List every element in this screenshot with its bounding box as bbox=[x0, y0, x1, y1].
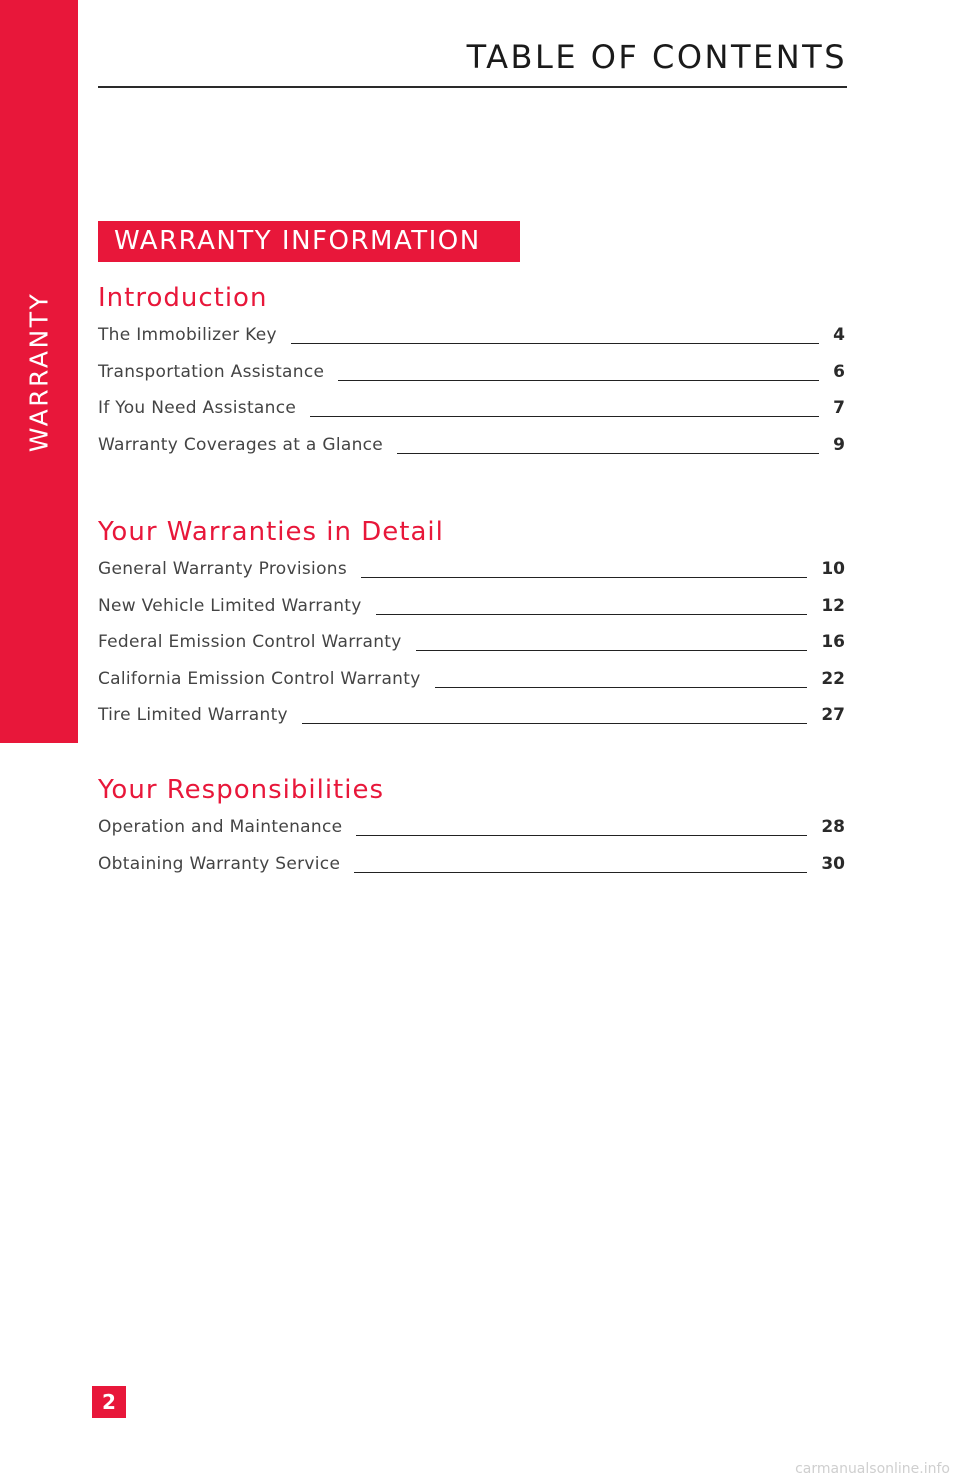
toc-entry[interactable] bbox=[98, 705, 845, 742]
toc-entry-page: 22 bbox=[821, 668, 845, 689]
page-number-badge: 2 bbox=[92, 1386, 126, 1418]
toc-leader-line bbox=[376, 614, 808, 615]
toc-entry[interactable] bbox=[98, 596, 845, 633]
toc-entry[interactable] bbox=[98, 669, 845, 706]
toc-entry[interactable] bbox=[98, 435, 845, 472]
toc-entry-label: Tire Limited Warranty bbox=[98, 705, 288, 725]
toc-entry-label: If You Need Assistance bbox=[98, 398, 297, 418]
toc-entry-label: New Vehicle Limited Warranty bbox=[98, 595, 362, 616]
side-section-tab bbox=[0, 0, 78, 743]
toc-entry-label: Federal Emission Control Warranty bbox=[98, 632, 402, 652]
section-banner: WARRANTY INFORMATION bbox=[98, 221, 520, 262]
toc-entry-page: 4 bbox=[833, 325, 845, 345]
toc-entry-label: Operation and Maintenance bbox=[98, 817, 343, 837]
toc-leader-line bbox=[435, 687, 808, 688]
toc-leader-line bbox=[291, 343, 819, 344]
toc-leader-line bbox=[302, 723, 807, 724]
toc-entry[interactable] bbox=[98, 325, 845, 362]
toc-leader-line bbox=[354, 872, 807, 873]
section-heading: Introduction bbox=[98, 283, 268, 313]
toc-section-introduction bbox=[98, 283, 845, 471]
toc-entry-label: General Warranty Provisions bbox=[98, 559, 348, 579]
toc-entry-page: 10 bbox=[821, 559, 845, 579]
toc-entry-page: 27 bbox=[821, 705, 845, 725]
toc-section-warranties-detail bbox=[98, 517, 845, 742]
toc-entry[interactable] bbox=[98, 817, 845, 854]
toc-leader-line bbox=[397, 453, 819, 454]
watermark-text: carmanualsonline.info bbox=[795, 1461, 950, 1477]
toc-entry-label: The Immobilizer Key bbox=[98, 325, 277, 345]
toc-entry-label: Warranty Coverages at a Glance bbox=[98, 434, 384, 455]
toc-leader-line bbox=[361, 577, 807, 578]
page-title: TABLE OF CONTENTS bbox=[466, 38, 847, 76]
section-heading: Your Responsibilities bbox=[98, 775, 385, 805]
toc-entry[interactable] bbox=[98, 854, 845, 891]
toc-entry-page: 7 bbox=[833, 398, 845, 418]
toc-entry[interactable] bbox=[98, 362, 845, 399]
side-tab-label: WARRANTY bbox=[24, 291, 54, 453]
toc-leader-line bbox=[356, 835, 807, 836]
toc-leader-line bbox=[338, 380, 819, 381]
toc-leader-line bbox=[416, 650, 808, 651]
toc-entry-page: 9 bbox=[833, 434, 845, 455]
toc-entry-page: 16 bbox=[821, 632, 845, 652]
toc-entry-page: 6 bbox=[833, 361, 845, 382]
title-divider bbox=[98, 86, 847, 88]
toc-entry[interactable] bbox=[98, 398, 845, 435]
toc-entry-page: 30 bbox=[821, 853, 845, 874]
toc-entry-page: 28 bbox=[821, 817, 845, 837]
toc-entry[interactable] bbox=[98, 559, 845, 596]
toc-entry[interactable] bbox=[98, 632, 845, 669]
toc-entry-label: California Emission Control Warranty bbox=[98, 668, 421, 689]
toc-entry-page: 12 bbox=[821, 595, 845, 616]
toc-entry-label: Transportation Assistance bbox=[98, 361, 325, 382]
toc-section-responsibilities bbox=[98, 775, 845, 890]
toc-entry-label: Obtaining Warranty Service bbox=[98, 853, 341, 874]
toc-leader-line bbox=[310, 416, 819, 417]
section-heading: Your Warranties in Detail bbox=[98, 517, 444, 547]
